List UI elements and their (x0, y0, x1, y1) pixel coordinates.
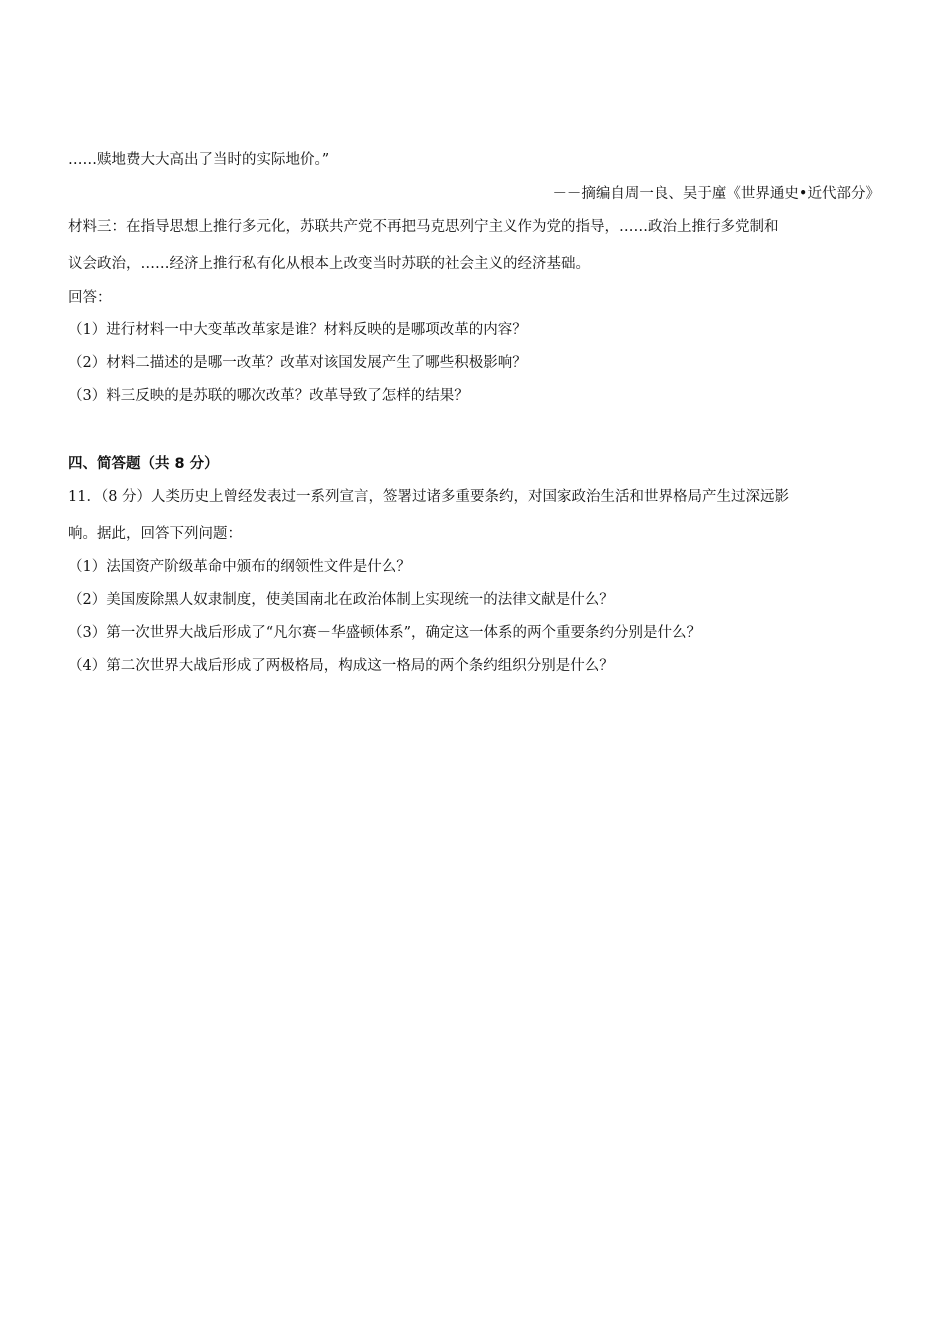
material3-line2: 议会政治，……经济上推行私有化从根本上改变当时苏联的社会主义的经济基础。 (68, 256, 590, 272)
q10-item-1: （1）进行材料一中大变革改革家是谁？材料反映的是哪项改革的内容？ (68, 322, 527, 338)
q11-line2: 响。据此，回答下列问题： (68, 526, 242, 542)
q11-item-1: （1）法国资产阶级革命中颁布的纲领性文件是什么？ (68, 559, 411, 575)
q11-item-3: （3）第一次世界大战后形成了“凡尔赛－华盛顿体系”，确定这一体系的两个重要条约分别是什么？ (68, 625, 702, 641)
q10-item-2: （2）材料二描述的是哪一改革？改革对该国发展产生了哪些积极影响？ (68, 355, 527, 371)
answer-label: 回答： (68, 290, 112, 306)
section4-title: 四、简答题（共 8 分） (68, 456, 219, 472)
material2-source: －－摘编自周一良、吴于廑《世界通史•近代部分》 (552, 186, 880, 202)
q11-line1: 11．（8 分）人类历史上曾经发表过一系列宣言，签署过诸多重要条约，对国家政治生活和世界格局产生过深远影 (68, 489, 790, 505)
q11-item-4: （4）第二次世界大战后形成了两极格局，构成这一格局的两个条约组织分别是什么？ (68, 658, 614, 674)
q11-item-2: （2）美国废除黑人奴隶制度，使美国南北在政治体制上实现统一的法律文献是什么？ (68, 592, 614, 608)
material2-tail: ……赎地费大大高出了当时的实际地价。” (68, 152, 330, 168)
q10-item-3: （3）料三反映的是苏联的哪次改革？改革导致了怎样的结果？ (68, 388, 469, 404)
material3-line1: 材料三：在指导思想上推行多元化，苏联共产党不再把马克思列宁主义作为党的指导，……政治上推行多党制和 (68, 219, 779, 235)
